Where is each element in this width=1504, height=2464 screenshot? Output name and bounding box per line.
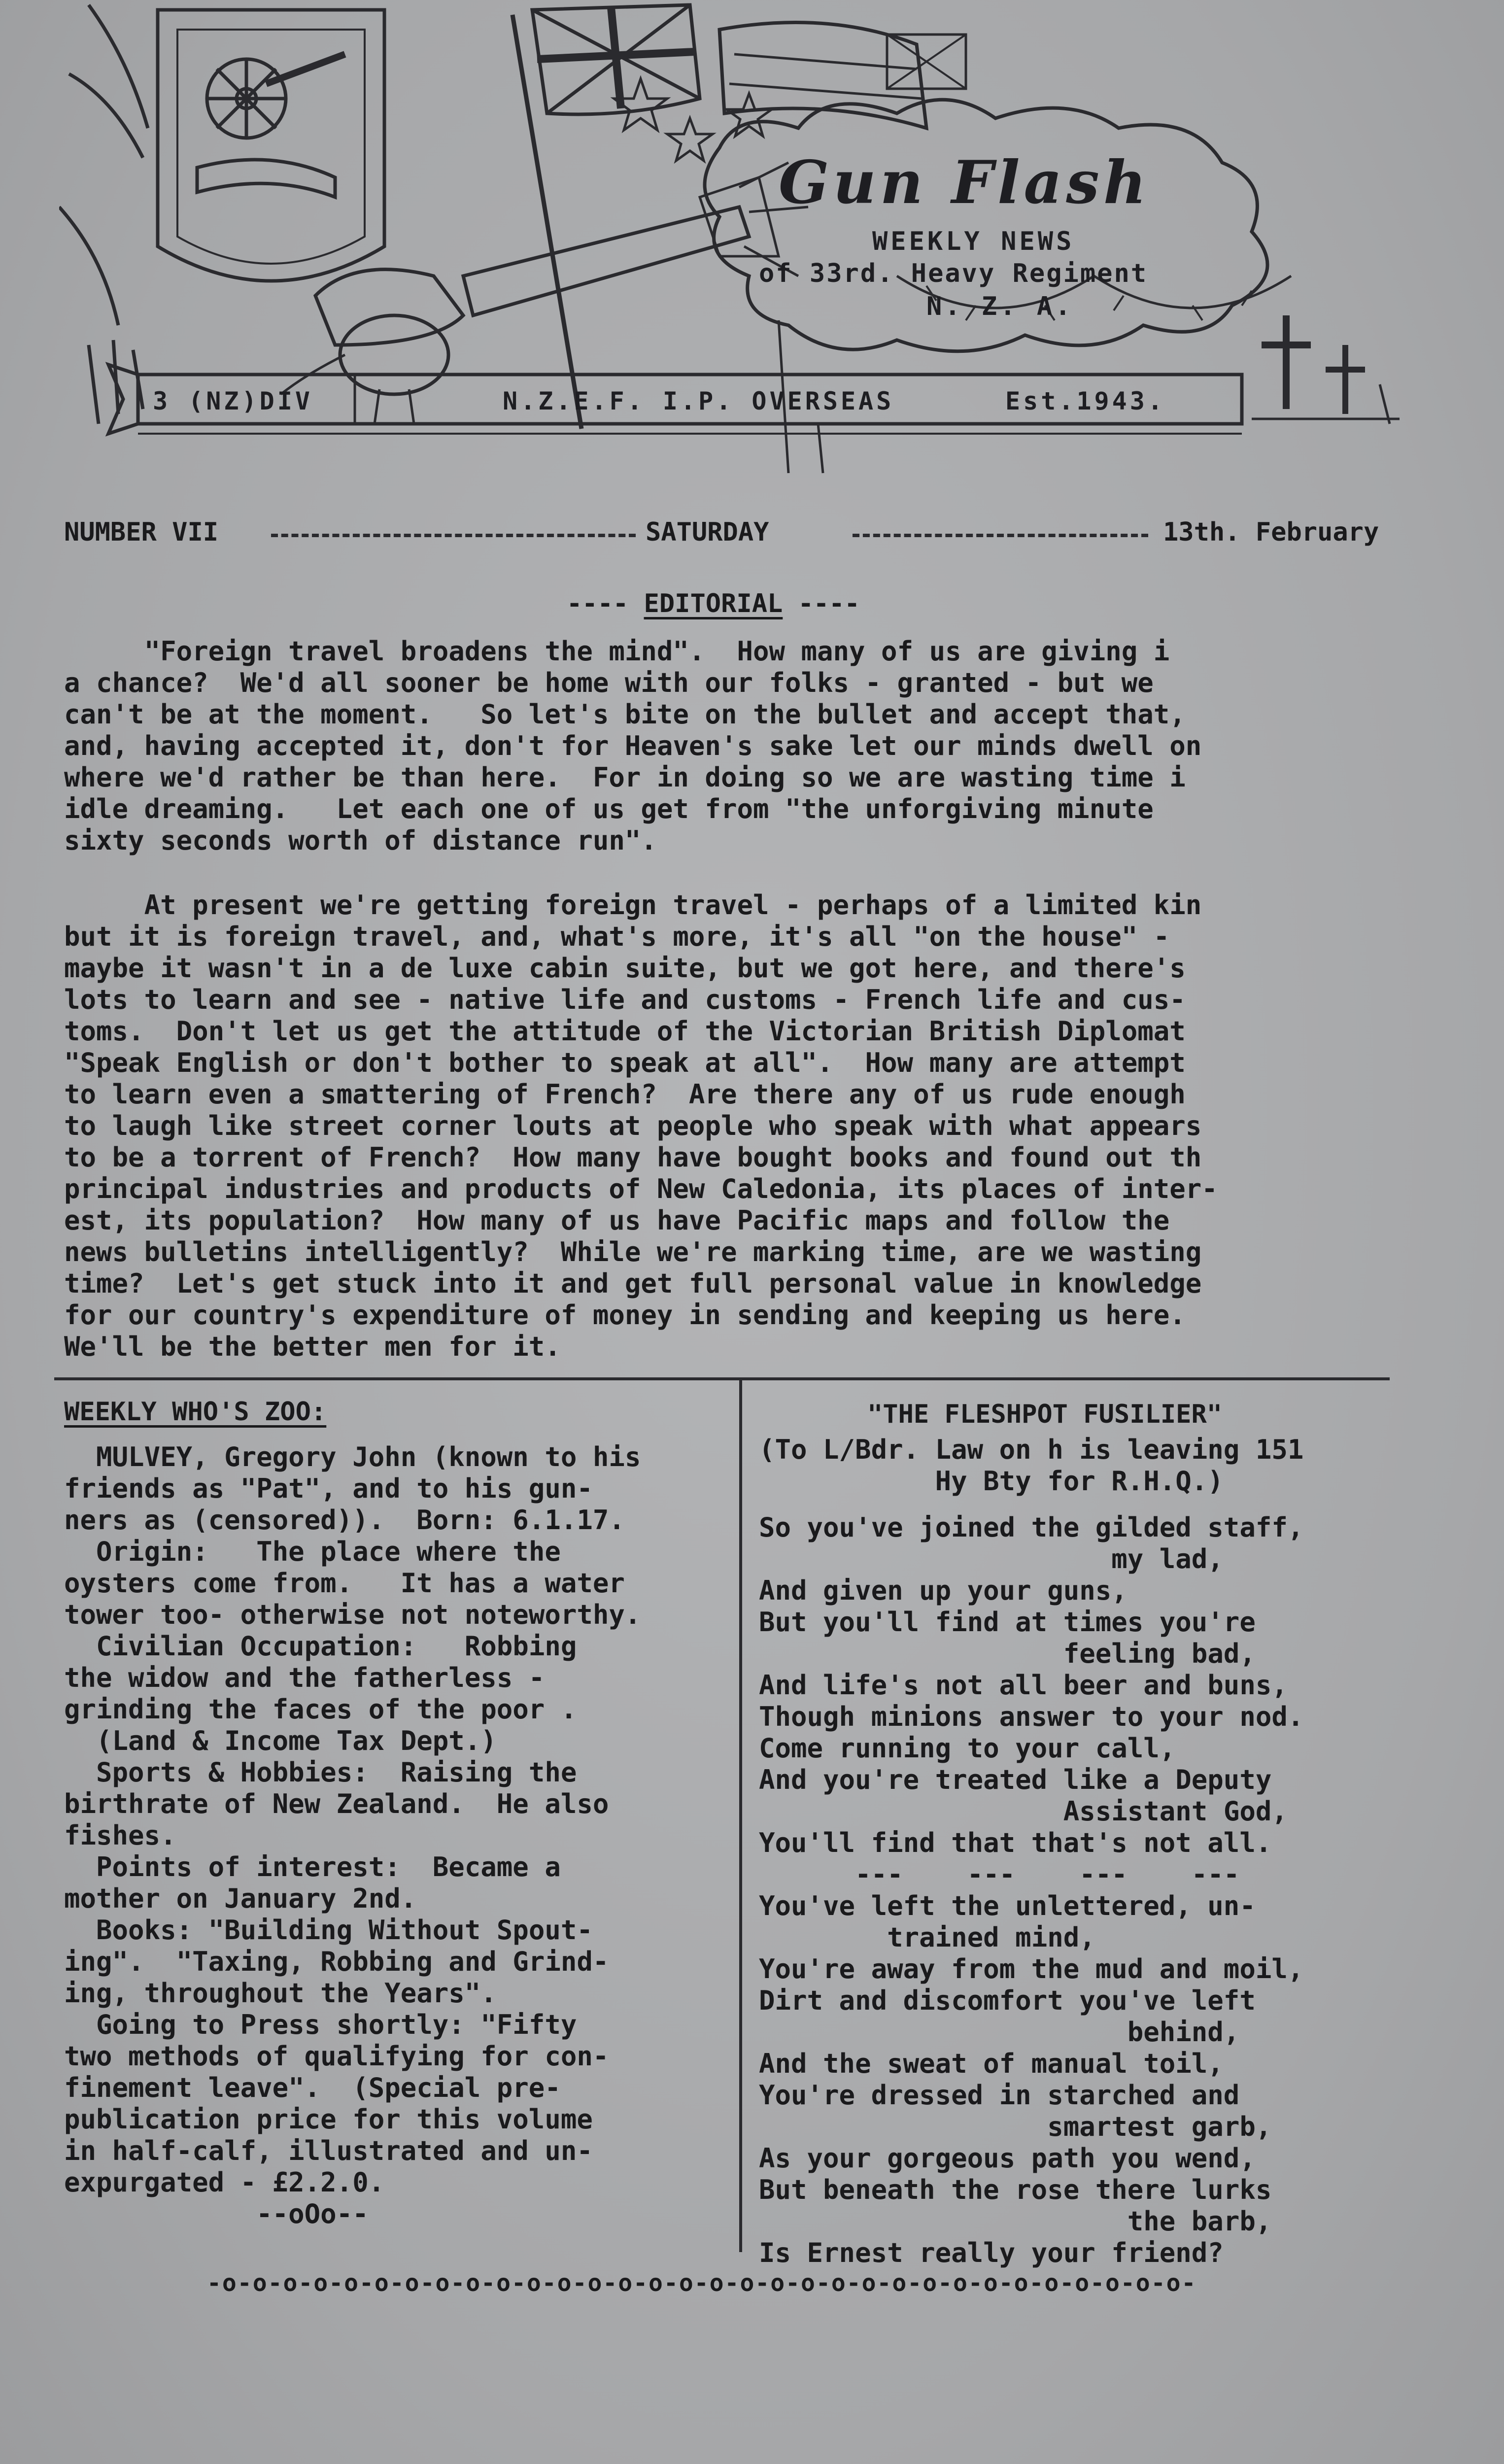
issue-day: SATURDAY <box>646 517 769 547</box>
masthead <box>59 0 1439 483</box>
kiwi-bird-icon <box>340 315 448 394</box>
crest-shield <box>158 10 384 281</box>
banner-nzef: N.Z.E.F. I.P. OVERSEAS <box>503 387 894 415</box>
flag-pole <box>513 15 581 429</box>
issue-number: NUMBER VII <box>64 517 219 547</box>
poem-title: "THE FLESHPOT FUSILIER" <box>867 1400 1223 1429</box>
editorial-paragraph-2: At present we're getting foreign travel - perhaps of a limited kin but it is foreign travel, and, what's more, it's all "on the house" - maybe it wasn't in a de luxe cabin suite, but we got here, and there's lots to learn and see - native life and customs - French life and cus- toms. Don't let us get the attitude of the Victorian British Diplomat "Speak English or don't bother to speak at all". How many are attempt to learn even a smattering of French? Are there any of us rude enough to laugh like street corner louts at people who speak with what appears to be a torrent of French? How many have bought books and found out th principal industries and products of New Caledonia, its places of inter- est, its population? How many of us have Pacific maps and follow the news bulletins intelligently? While we're marking time, are we wasting time? Let's get stuck into it and get full personal value in knowledge for our country's expenditure of money in sending and keeping us here. We'll be the better men for it. <box>64 890 1218 1362</box>
poem-dedication: (To L/Bdr. Law on h is leaving 151 Hy Bty for R.H.Q.) <box>759 1434 1304 1497</box>
dash-divider <box>271 534 636 537</box>
subtitle-weekly-news: WEEKLY NEWS <box>872 227 1075 256</box>
poem-column <box>759 1400 1400 2269</box>
whos-zoo-column <box>64 1397 744 2230</box>
newsletter-title: Gun Flash <box>779 148 1151 217</box>
issue-date: 13th. February <box>1163 517 1379 547</box>
subtitle-regiment: of 33rd. Heavy Regiment <box>759 259 1148 288</box>
editorial-heading: ---- EDITORIAL ---- <box>567 589 860 618</box>
issue-dateline <box>64 517 1379 552</box>
banner-division: 3 (NZ)DIV <box>153 387 313 415</box>
cross-icon <box>1262 315 1311 409</box>
banner-established: Est.1943. <box>1005 387 1165 415</box>
subtitle-nza: N. Z. A. <box>926 292 1074 321</box>
whos-zoo-heading: WEEKLY WHO'S ZOO: <box>64 1397 327 1427</box>
dash-divider <box>853 534 1148 537</box>
editorial-paragraph-1: "Foreign travel broadens the mind". How many of us are giving i a chance? We'd all sooner be home with our folks - granted - but we can't be at the moment. So let's bite on the bullet and accept that, and, having accepted it, don't for Heaven's sake let our minds dwell on where we'd rather be than here. For in doing so we are wasting time i idle dreaming. Let each one of us get from "the unforgiving minute sixty seconds worth of distance run". <box>64 636 1202 856</box>
footer-divider: -o-o-o-o-o-o-o-o-o-o-o-o-o-o-o-o-o-o-o-o-o-o-o-o-o-o-o-o-o-o-o-o- <box>207 2269 1197 2297</box>
whos-zoo-body: MULVEY, Gregory John (known to his friends as "Pat", and to his gun- ners as (censored)). Born: 6.1.17. Origin: The place where the oysters come from. It has a water tower too- otherwise not noteworthy. Civilian Occupation: Robbing the widow and the fatherless - grinding the faces of the poor . (Land & Income Tax Dept.) Sports & Hobbies: Raising the birthrate of New Zealand. He also fishes. Points of interest: Became a mother on January 2nd. Books: "Building Without Spout- ing". "Taxing, Robbing and Grind- ing, throughout the Years". Going to Press shortly: "Fifty two methods of qualifying for con- finement leave". (Special pre- publication price for this volume in half-calf, illustrated and un- expurgated - £2.2.0. --oOo-- <box>64 1441 641 2229</box>
poem-body: So you've joined the gilded staff, my lad, And given up your guns, But you'll find at times you're feeling bad, And life's not all beer and buns, Though minions answer to your nod. Come running to your call, And you're treated like a Deputy Assistant God, You'll find that that's not all. --- --- --- --- You've left the unlettered, un- trained mind, You're away from the mud and moil, Dirt and discomfort you've left behind, And the sweat of manual toil, You're dressed in starched and smartest garb, As your gorgeous path you wend, But beneath the rose there lurks the barb, Is Ernest really your friend? <box>759 1512 1304 2268</box>
horizontal-divider <box>54 1377 1390 1380</box>
gun-barrel <box>463 207 749 315</box>
